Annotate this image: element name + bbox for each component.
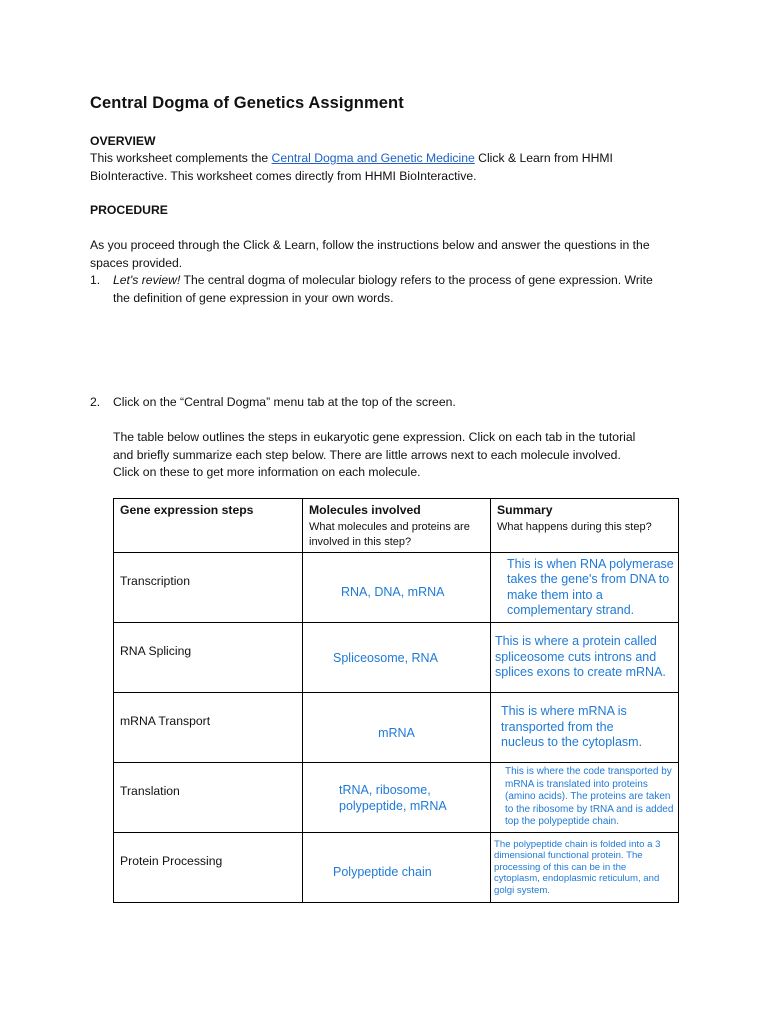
table-intro-line-3: Click on these to get more information on each molecule. [113, 465, 421, 479]
molecules-cell[interactable] [303, 693, 491, 763]
molecules-answer: mRNA [378, 725, 415, 740]
header-molecules [303, 499, 491, 553]
procedure-intro-line-2: spaces provided. [90, 255, 183, 270]
molecules-cell[interactable] [303, 623, 491, 693]
table-row [114, 693, 679, 763]
question-1-number: 1. [90, 273, 101, 287]
header-molecules-title: Molecules involved [309, 503, 421, 517]
table-row [114, 833, 679, 903]
table-header-row [114, 499, 679, 553]
step-cell [114, 763, 303, 833]
gene-expression-table [113, 498, 679, 903]
summary-cell[interactable] [491, 763, 679, 833]
summary-answer: The polypeptide chain is folded into a 3 dimensional functional protein. The processing of this can be in the cytoplasm, endoplasmic reticulum, and golgi system. [494, 838, 661, 896]
summary-cell[interactable] [491, 693, 679, 763]
step-cell [114, 553, 303, 623]
overview-paragraph [90, 150, 690, 185]
question-1-line-1: The central dogma of molecular biology refers to the process of gene expression. Write [180, 273, 653, 287]
table-intro-line-2: and briefly summarize each step below. There are little arrows next to each molecule involved. [113, 447, 621, 462]
header-summary [491, 499, 679, 553]
overview-text-after-link: Click & Learn from HHMI [474, 151, 613, 165]
header-steps [114, 499, 303, 553]
header-steps-title: Gene expression steps [120, 503, 254, 517]
procedure-intro-line-1: As you proceed through the Click & Learn, follow the instructions below and answer the questions in the [90, 238, 650, 252]
question-1-line-2: the definition of gene expression in your own words. [113, 290, 394, 305]
step-cell [114, 623, 303, 693]
table-row [114, 763, 679, 833]
molecules-answer: Spliceosome, RNA [333, 650, 438, 665]
summary-answer: This is where a protein called spliceosome cuts introns and splices exons to create mRNA. [495, 634, 666, 680]
table-row [114, 553, 679, 623]
summary-cell[interactable] [491, 553, 679, 623]
step-cell [114, 833, 303, 903]
overview-line-2: BioInteractive. This worksheet comes directly from HHMI BioInteractive. [90, 168, 477, 183]
molecules-answer: tRNA, ribosome, polypeptide, mRNA [339, 782, 447, 813]
summary-cell[interactable] [491, 833, 679, 903]
question-1-lead: Let's review! [113, 273, 181, 287]
header-summary-sub: What happens during this step? [497, 521, 652, 533]
question-2-line-1: Click on the “Central Dogma” menu tab at the top of the screen. [113, 395, 456, 409]
table-intro [113, 429, 683, 482]
step-label: mRNA Transport [120, 714, 211, 728]
overview-heading: OVERVIEW [90, 134, 156, 148]
step-label: Transcription [120, 574, 190, 588]
page-title: Central Dogma of Genetics Assignment [90, 94, 404, 112]
summary-cell[interactable] [491, 623, 679, 693]
summary-answer: This is when RNA polymerase takes the gene's from DNA to make them into a complementary strand. [507, 556, 674, 617]
step-label: Protein Processing [120, 854, 223, 868]
step-label: Translation [120, 784, 180, 798]
central-dogma-link[interactable]: Central Dogma and Genetic Medicine [271, 151, 475, 165]
header-molecules-sub: What molecules and proteins are involved in this step? [309, 521, 470, 548]
molecules-cell[interactable] [303, 553, 491, 623]
step-label: RNA Splicing [120, 644, 192, 658]
procedure-heading: PROCEDURE [90, 203, 168, 217]
summary-answer: This is where mRNA is transported from the nucleus to the cytoplasm. [501, 704, 643, 750]
table-intro-line-1: The table below outlines the steps in eukaryotic gene expression. Click on each tab in the tutorial [113, 430, 636, 444]
question-2-number: 2. [90, 395, 101, 409]
molecules-answer: RNA, DNA, mRNA [341, 584, 445, 599]
procedure-intro [90, 237, 690, 272]
overview-text-before-link: This worksheet complements the [90, 151, 272, 165]
table-row [114, 623, 679, 693]
molecules-answer: Polypeptide chain [333, 864, 432, 879]
summary-answer: This is where the code transported by mRNA is translated into proteins (amino acids). The proteins are taken to the ribosome by tRNA and is added top the polypeptide chain. [505, 766, 674, 828]
header-summary-title: Summary [497, 503, 553, 517]
step-cell [114, 693, 303, 763]
molecules-cell[interactable] [303, 833, 491, 903]
molecules-cell[interactable] [303, 763, 491, 833]
